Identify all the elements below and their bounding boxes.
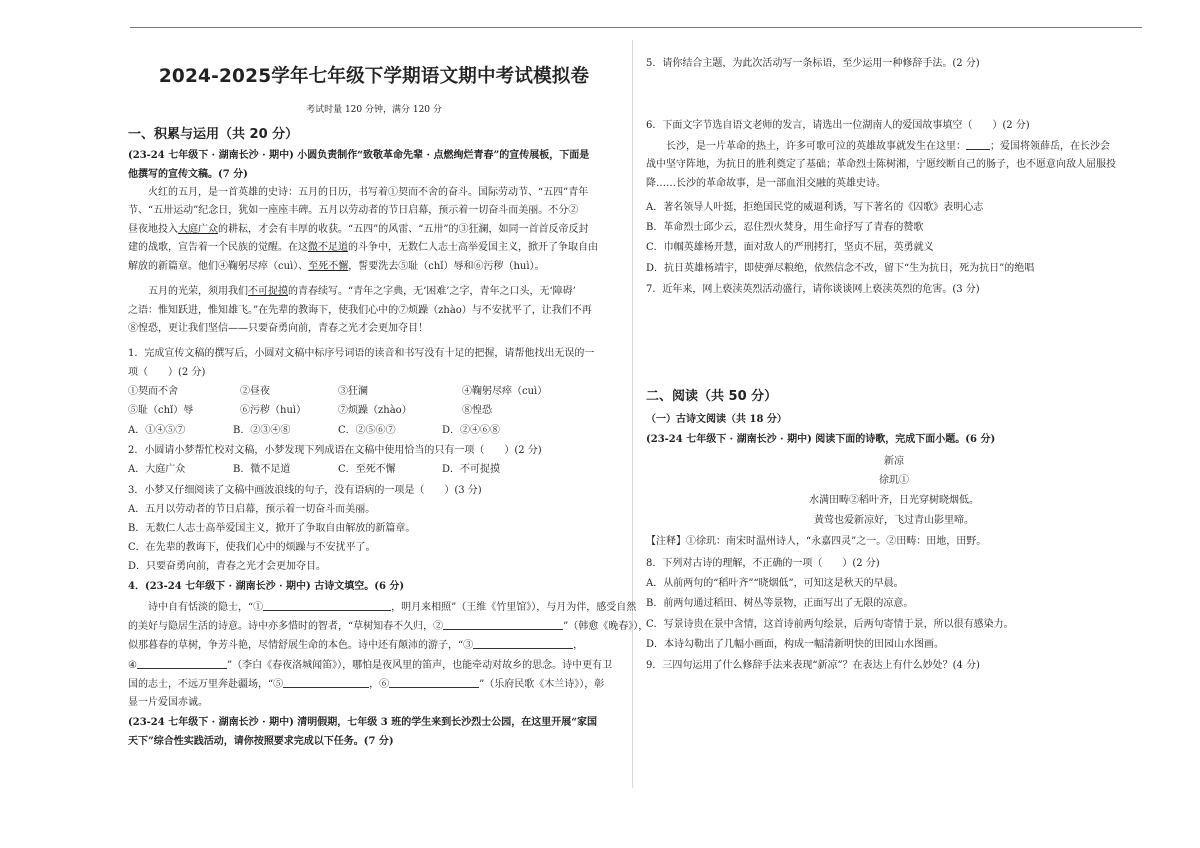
text-span: 似那暮春的草树，争芳斗艳，尽情舒展生命的本色。诗中还有颠沛的游子，“③ bbox=[128, 640, 474, 651]
q4-line-1 bbox=[148, 600, 636, 615]
page-title: 2024-2025学年七年级下学期语文期中考试模拟卷 bbox=[158, 66, 590, 87]
q2-option-a[interactable]: A．大庭广众 bbox=[128, 464, 186, 475]
q8-option-d[interactable]: D．本诗勾勒出了几幅小画面，构成一幅清新明快的田园山水图画。 bbox=[646, 639, 945, 650]
text-span: 的美好与隐居生活的诗意。诗中亦多惜时的智者，“草树知春不久归，② bbox=[128, 621, 444, 632]
section-heading-2: 二、阅读（共 50 分） bbox=[646, 389, 778, 404]
underlined-idiom: 至死不懈 bbox=[308, 261, 349, 272]
q4-line-3 bbox=[128, 638, 583, 653]
question-3: 3．小梦又仔细阅读了文稿中画波浪线的句子，没有语病的一项是（ ）(3 分) bbox=[128, 485, 482, 496]
text-span: ④ bbox=[128, 660, 137, 671]
text-span: ，⑥ bbox=[369, 679, 390, 690]
text-span: 昼夜地投入 bbox=[128, 224, 178, 235]
text-span: ”（李白《春夜洛城闻笛》），哪怕是夜风里的笛声，也能牵动对故乡的思念。诗中更有卫 bbox=[226, 660, 613, 671]
passage-line-3 bbox=[128, 223, 588, 237]
q2-option-c[interactable]: C．至死不懈 bbox=[338, 464, 396, 475]
q4-line-5 bbox=[128, 677, 604, 692]
q6-text-line-2: 战中坚守阵地，为抗日的胜利奠定了基础；革命烈士陈树湘，宁愿绞断自己的肠子，也不愿意向敌人屈服投 bbox=[646, 159, 1116, 170]
q1-word-2: ②昼夜 bbox=[240, 386, 270, 397]
text-span: ；爱国将领薛岳，在长沙会 bbox=[990, 141, 1110, 152]
question-1-line-1: 1．完成宣传文稿的撰写后，小圆对文稿中标序号词语的读音和书写没有十足的把握，请帮他找出无误的一 bbox=[128, 348, 595, 359]
q2-option-b[interactable]: B．微不足道 bbox=[233, 464, 291, 475]
q3-option-c[interactable]: C．在先辈的教诲下，使我们心中的烦躁与不安扰平了。 bbox=[128, 542, 376, 553]
question-4: 4．(23-24 七年级下 · 湖南长沙 · 期中) 古诗文填空。(6 分) bbox=[128, 581, 405, 592]
q5-intro-line-1: (23-24 七年级下 · 湖南长沙 · 期中) 清明假期，七年级 3 班的学生来到长沙烈士公园，在这里开展“家国 bbox=[128, 717, 597, 728]
underlined-idiom: 微不足道 bbox=[308, 242, 348, 253]
poem-line-1: 水满田畴②稻叶齐，日光穿树晓烟低。 bbox=[809, 495, 979, 506]
q1-word-3: ③狂澜 bbox=[338, 386, 368, 397]
q1-word-6: ⑥污秽（huì） bbox=[240, 405, 307, 416]
text-span: 诗中自有恬淡的隐士，“① bbox=[148, 602, 264, 613]
intro-line-1: (23-24 七年级下 · 湖南长沙 · 期中) 小圆负责制作“致敬革命先辈 · 点燃绚烂青春”的宣传展板，下面是 bbox=[128, 150, 590, 161]
question-2: 2．小圆请小梦帮忙校对文稿，小梦发现下列成语在文稿中使用恰当的只有一项（ ）(2 分) bbox=[128, 445, 542, 456]
top-rule bbox=[130, 27, 1142, 28]
q4-line-2 bbox=[128, 619, 648, 634]
passage-line-2: 节、“五卅运动”纪念日，犹如一座座丰碑。五月以劳动者的节日启幕，预示着一切奋斗而美丽。不分② bbox=[128, 205, 579, 216]
section-heading-1: 一、积累与运用（共 20 分） bbox=[128, 127, 299, 142]
poem-title: 新凉 bbox=[884, 456, 904, 467]
text-span: 的斗争中，无数仁人志士高举爱国主义，掀开了争取自由 bbox=[348, 242, 598, 253]
q6-text-line-3: 降……长沙的革命故事，是一部血泪交融的英雄史诗。 bbox=[646, 178, 886, 189]
q5-intro-line-2: 天下”综合性实践活动，请你按照要求完成以下任务。(7 分) bbox=[128, 736, 394, 747]
q1-word-7: ⑦烦躁（zhào） bbox=[338, 405, 412, 416]
q1-word-4: ④鞠躬尽瘁（cuì） bbox=[462, 386, 548, 397]
question-5: 5．请你结合主题，为此次活动写一条标语，至少运用一种修辞手法。(2 分) bbox=[646, 58, 980, 69]
answer-blank-6[interactable] bbox=[389, 677, 479, 688]
q6-option-d[interactable]: D．抗日英雄杨靖宇，即使弹尽粮绝，依然信念不改，留下“生为抗日，死为抗日”的绝唱 bbox=[646, 263, 1035, 274]
column-divider bbox=[632, 40, 633, 788]
text-span: 建的战歌，宣告着一个民族的觉醒。在这 bbox=[128, 242, 308, 253]
text-span: 长沙，是一片革命的热土，许多可歌可泣的英雄故事就发生在这里： bbox=[666, 141, 966, 152]
q1-word-8: ⑧惶恐 bbox=[462, 405, 492, 416]
poem-intro: (23-24 七年级下 · 湖南长沙 · 期中) 阅读下面的诗歌，完成下面小题。(6 分) bbox=[646, 434, 996, 445]
text-span: 的青春续写。“青年之字典，无‘困难’之字，青年之口头，无‘障碍’ bbox=[288, 286, 576, 297]
q3-option-a[interactable]: A．五月以劳动者的节日启幕，预示着一切奋斗而美丽。 bbox=[128, 504, 376, 515]
answer-blank-4[interactable] bbox=[137, 658, 227, 669]
q1-word-1: ①契而不舍 bbox=[128, 386, 178, 397]
q3-option-d[interactable]: D．只要奋勇向前，青春之光才会更加夺目。 bbox=[128, 561, 327, 572]
q2-option-d[interactable]: D．不可捉摸 bbox=[442, 464, 501, 475]
q1-option-c[interactable]: C．②⑤⑥⑦ bbox=[338, 425, 396, 436]
subsection-heading: （一）古诗文阅读（共 18 分） bbox=[646, 414, 787, 425]
q6-option-b[interactable]: B．革命烈士邱少云，忍住烈火焚身，用生命抒写了青春的赞歌 bbox=[646, 222, 924, 233]
question-6: 6．下面文字节选自语文老师的发言，请选出一位湖南人的爱国故事填空（ ）(2 分) bbox=[646, 120, 1030, 131]
q1-option-a[interactable]: A．①④⑤⑦ bbox=[128, 425, 186, 436]
text-span: 的耕耘，才会有丰厚的收获。“五四”的风雷、“五卅”的③狂澜，如同一首首反帝反封 bbox=[218, 224, 589, 235]
answer-blank-1[interactable] bbox=[263, 600, 391, 611]
q6-option-a[interactable]: A．著名领导人叶挺，拒绝国民党的威逼利诱，写下著名的《囚歌》表明心志 bbox=[646, 202, 984, 213]
answer-blank-3[interactable] bbox=[473, 638, 573, 649]
question-1-line-2: 项（ ）(2 分) bbox=[128, 367, 206, 378]
question-7: 7．近年来，网上亵渎英烈活动盛行，请你谈谈网上亵渎英烈的危害。(3 分) bbox=[646, 284, 980, 295]
underlined-idiom: 不可捉摸 bbox=[248, 286, 288, 297]
q4-line-6: 显一片爱国赤诚。 bbox=[128, 697, 208, 708]
text-span: 解放的新篇章。他们④鞠躬尽瘁（cuì）、 bbox=[128, 261, 309, 272]
poem-note: 【注释】①徐玑：南宋时温州诗人，“永嘉四灵”之一。②田畴：田地，田野。 bbox=[646, 536, 987, 547]
q1-word-5: ⑤耻（chǐ）辱 bbox=[128, 405, 194, 416]
passage-line-6 bbox=[148, 285, 576, 299]
q8-option-a[interactable]: A．从前两句的“稻叶齐”“晓烟低”，可知这是秋天的早晨。 bbox=[646, 578, 904, 589]
answer-blank-2[interactable] bbox=[443, 619, 563, 630]
text-span: ”（韩愈《晚春》）， bbox=[563, 621, 649, 632]
text-span: ，明月来相照”（王维《竹里馆》），与月为伴，感受自然 bbox=[391, 602, 637, 613]
q1-option-d[interactable]: D．②④⑥⑧ bbox=[442, 425, 501, 436]
q8-option-c[interactable]: C．写景诗贵在景中含情，这首诗前两句绘景，后两句寄情于景，所以很有感染力。 bbox=[646, 619, 1014, 630]
text-span: ，誓要洗去⑤耻（chǐ）辱和⑥污秽（huì）。 bbox=[348, 261, 545, 272]
passage-line-7: 之语：惟知跃进，惟知雄飞。”在先辈的教诲下，使我们心中的⑦烦躁（zhào）与不安扰平了，让我们不再 bbox=[128, 305, 592, 316]
text-span: 国的志士，不远万里奔赴疆场，“⑤ bbox=[128, 679, 284, 690]
q1-option-b[interactable]: B．②③④⑧ bbox=[233, 425, 291, 436]
answer-blank-q6[interactable] bbox=[966, 139, 990, 150]
q6-option-c[interactable]: C．巾帼英雄杨开慧，面对敌人的严刑拷打，坚贞不屈，英勇就义 bbox=[646, 242, 934, 253]
q4-line-4 bbox=[128, 658, 612, 673]
answer-blank-5[interactable] bbox=[283, 677, 369, 688]
passage-line-5 bbox=[128, 260, 545, 274]
poem-line-2: 黄莺也爱新凉好，飞过青山影里啼。 bbox=[814, 515, 974, 526]
text-span: ， bbox=[573, 640, 584, 651]
question-9: 9．三四句运用了什么修辞手法来表现“新凉”？在表达上有什么妙处？(4 分) bbox=[646, 660, 980, 671]
intro-line-2: 他撰写的宣传文稿。(7 分) bbox=[128, 169, 248, 180]
passage-line-4 bbox=[128, 241, 598, 255]
text-span: 五月的光荣，须用我们 bbox=[148, 286, 248, 297]
passage-line-1: 火红的五月，是一首英雄的史诗：五月的日历，书写着①契而不舍的奋斗。国际劳动节、“五四”青年 bbox=[148, 187, 589, 198]
q8-option-b[interactable]: B．前两句通过稻田、树丛等景物，正面写出了无限的凉意。 bbox=[646, 598, 914, 609]
underlined-idiom: 大庭广众 bbox=[178, 224, 218, 235]
q6-text-line-1 bbox=[666, 139, 1110, 154]
poem-author: 徐玑① bbox=[879, 475, 909, 486]
text-span: ”（乐府民歌《木兰诗》），彰 bbox=[479, 679, 605, 690]
passage-line-8: ⑧惶恐，更让我们坚信——只要奋勇向前，青春之光才会更加夺目！ bbox=[128, 323, 428, 334]
exam-info: 考试时量 120 分钟，满分 120 分 bbox=[306, 105, 442, 115]
question-8: 8．下列对古诗的理解，不正确的一项（ ）(2 分) bbox=[646, 558, 880, 569]
q3-option-b[interactable]: B．无数仁人志士高举爱国主义，掀开了争取自由解放的新篇章。 bbox=[128, 523, 416, 534]
